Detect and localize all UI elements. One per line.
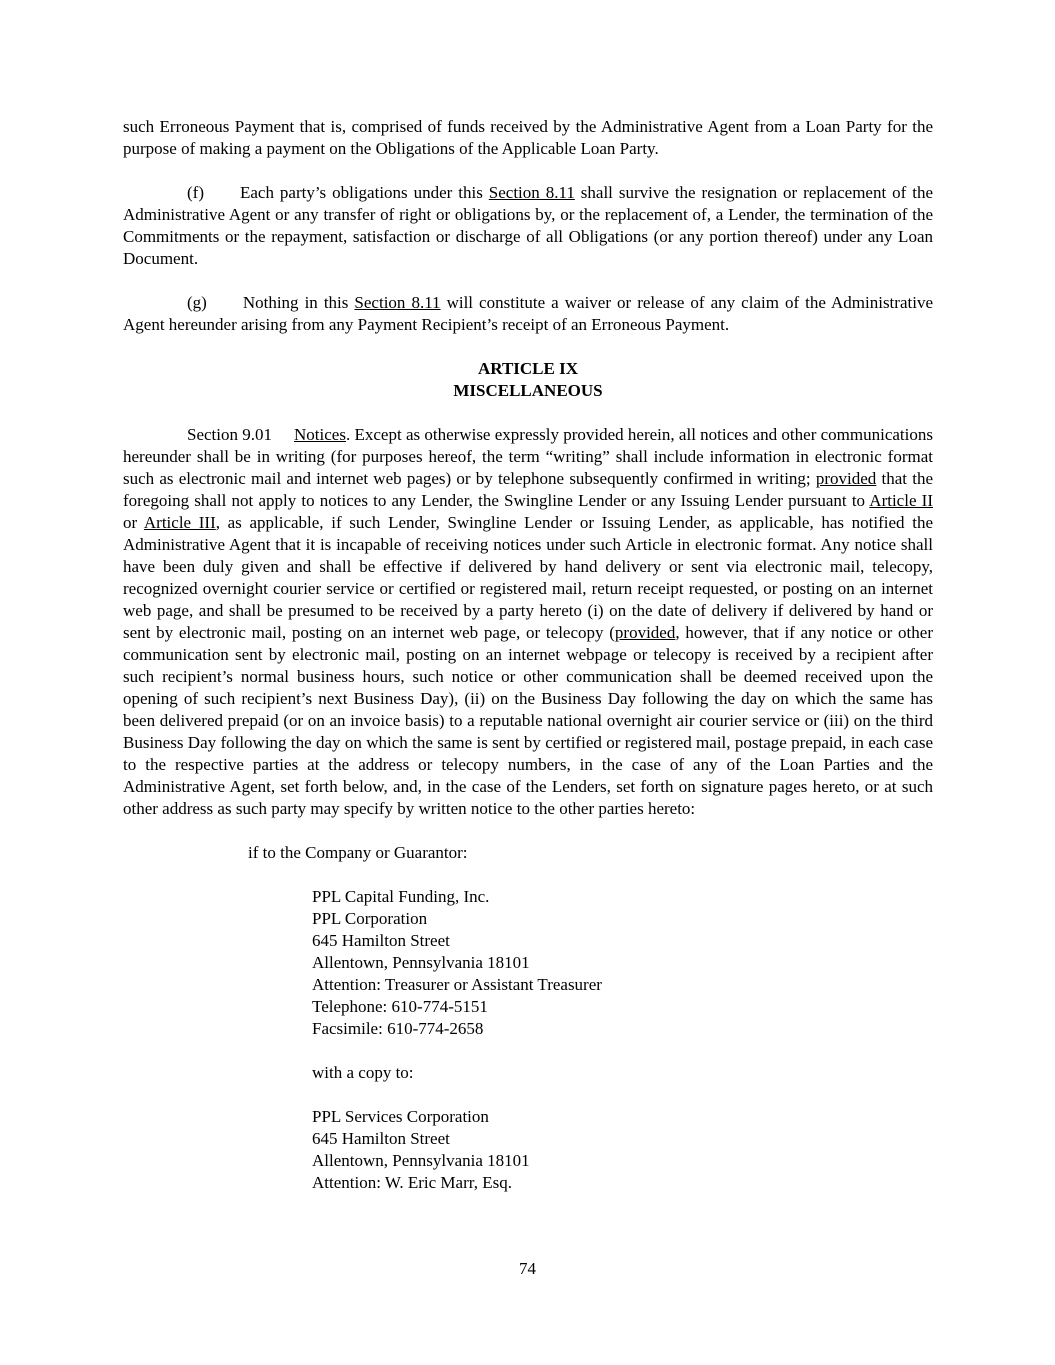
address-line: PPL Services Corporation (312, 1107, 489, 1126)
paragraph-text: shall survive the resignation or replacement of the Administrative Agent or any transfer of right or obligations by, or the replacement of, a Lender, the termination of the Commitments or the repayment, satisfaction or discharge of all Obligations (or any portion thereof) under any Loan Document. (123, 183, 933, 268)
section-number: Section 9.01 (187, 425, 273, 444)
paragraph-text: or (123, 513, 144, 532)
notices-title-underline: Notices (294, 425, 346, 444)
paragraph-text: such Erroneous Payment that is, comprised of funds received by the Administrative Agent from a Loan Party for the purpose of making a payment on the Obligations of the Applicable Loan Party. (123, 117, 933, 158)
copy-address-block (312, 1106, 933, 1194)
section-8-11-reference: Section 8.11 (488, 183, 575, 202)
provided-underline: provided (614, 623, 676, 642)
subsection-label: (g) (187, 293, 207, 312)
address-line: Telephone: 610-774-5151 (312, 997, 488, 1016)
article-ii-reference: Article II (869, 491, 933, 510)
address-line: Facsimile: 610-774-2658 (312, 1019, 484, 1038)
subsection-f-paragraph (123, 182, 933, 270)
section-8-11-reference: Section 8.11 (354, 293, 441, 312)
continuation-paragraph (123, 116, 933, 160)
subsection-label: (f) (187, 183, 204, 202)
article-iii-reference: Article III (143, 513, 216, 532)
copy-intro: with a copy to: (312, 1063, 414, 1082)
address-line: PPL Capital Funding, Inc. (312, 887, 490, 906)
page-number: 74 (519, 1259, 536, 1278)
article-ix-heading (123, 358, 933, 402)
paragraph-text: , as applicable, if such Lender, Swingline Lender or Issuing Lender, as applicable, has notified the Administrative Agent that it is incapable of receiving notices under such Article in electronic format. Any notice shall have been duly given and shall be effective if delivered by hand delivery or sent via electronic mail, telecopy, recognized overnight courier service or certified or registered mail, return receipt requested, or posting on an internet web page, and shall be presumed to be received by a party hereto (i) on the date of delivery if delivered by hand or sent by electronic mail, posting on an internet web page, or telecopy ( (123, 513, 933, 642)
paragraph-text: Except as otherwise expressly provided herein, all notices and other communications hereunder shall be in writing (for purposes hereof, the term “writing” shall include information in electronic format such as electronic mail and internet web pages) or by telephone subsequently confirmed in writing; (123, 425, 933, 488)
company-address-block (312, 886, 933, 1040)
notice-address-intro: if to the Company or Guarantor: (248, 843, 468, 862)
paragraph-text: will constitute a waiver or release of any claim of the Administrative Agent hereunder arising from any Payment Recipient’s receipt of an Erroneous Payment. (123, 293, 933, 334)
paragraph-text: , however, that if any notice or other communication sent by electronic mail, posting on an internet webpage or telecopy is received by a recipient after such recipient’s normal business hours, such notice or other communication shall be deemed received upon the opening of such recipient’s next Business Day), (ii) on the Business Day following the day on which the same has been delivered prepaid (or on an invoice basis) to a reputable national overnight air courier service or (iii) on the third Business Day following the day on which the same is sent by certified or registered mail, postage prepaid, in each case to the respective parties at the address or telecopy numbers, in the case of any of the Loan Parties and the Administrative Agent, set forth below, and, in the case of the Lenders, set forth on signature pages hereto, or at such other address as such party may specify by written notice to the other parties hereto: (123, 623, 933, 818)
article-number: ARTICLE IX (477, 359, 578, 378)
paragraph-text: . (345, 425, 355, 444)
address-line: Allentown, Pennsylvania 18101 (312, 1151, 530, 1170)
address-line: PPL Corporation (312, 909, 428, 928)
provided-underline: provided (815, 469, 877, 488)
address-line: Allentown, Pennsylvania 18101 (312, 953, 530, 972)
address-line: Attention: W. Eric Marr, Esq. (312, 1173, 512, 1192)
address-line: 645 Hamilton Street (312, 1129, 450, 1148)
subsection-g-paragraph (123, 292, 933, 336)
address-line: Attention: Treasurer or Assistant Treasurer (312, 975, 602, 994)
section-901-paragraph (123, 424, 933, 820)
address-line: 645 Hamilton Street (312, 931, 450, 950)
paragraph-text: that the foregoing shall not apply to notices to any Lender, the Swingline Lender or any Issuing Lender pursuant to (123, 469, 933, 510)
paragraph-text: Nothing in this (242, 293, 355, 312)
paragraph-text: Each party’s obligations under this (239, 183, 489, 202)
article-title: MISCELLANEOUS (453, 381, 603, 400)
